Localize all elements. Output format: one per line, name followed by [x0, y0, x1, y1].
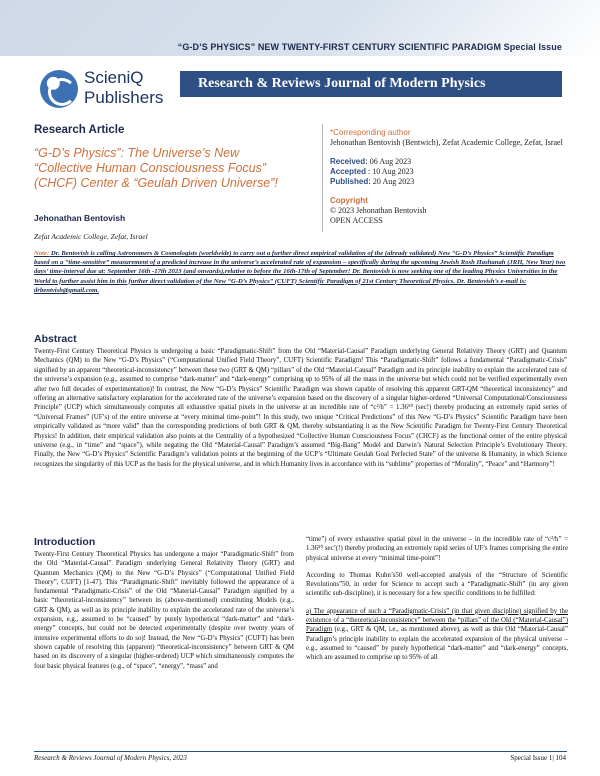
publisher-logo-icon: [40, 70, 78, 108]
accepted-value: : 10 Aug 2023: [366, 167, 414, 176]
footer-page-number: Special Issue 1| 104: [510, 754, 566, 762]
intro-right-paragraph-3: [306, 607, 568, 663]
intro-right-paragraph-1: “time”) of every exhaustive spatial pixel in the universe – in the incredible rate of “c²/h” = 1.36⁵⁰ sec’(!) thereby producing an extremely rapid series of UF’s frames comprising the entire physical universe at every “minimal time-point”!: [306, 536, 568, 562]
article-type: Research Article: [34, 124, 125, 136]
corresponding-author-text: Jehonathan Bentovish (Bentwich), Zefat Academic College, Zefat, Israel: [330, 138, 563, 147]
published-label: Published:: [330, 177, 371, 186]
intro-right-paragraph-2: According to Thomas Kuhn’s50 well-accepted analysis of the “Structure of Scientific Revolutions”50, in order for Science to accept such a “Paradigmatic-Shift” (in any given scientific sub-discipline), it is necessary for a few specific conditions to be fulfilled:: [306, 571, 568, 598]
introduction-left-column: Twenty-First Century Theoretical Physics has undergone a major “Paradigmatic-Shift” from the Old “Material-Causal” Paradigm underlying General Relativity Theory (GRT) and Quantum Mechanics (QM) to the New “G-D’s Physics” (“Computational Unified Field Theory”, CUFT) [1-47]. This “Paradigmatic-Shift” inevitably followed the appearance of a fundamental “Paradigmatic-Crisis” of the Old “Material-Causal” Paradigm signified by a basic “theoretical-inconsistency” between its (above-mentioned) constituting Models (e.g., GRT & QM), as well as its principle inability to explain the accelerated rate of the universe’s expansion, e.g., assumed to be “caused” by purely hypothetical “dark-matter” and “dark-energy” concepts, but could not be detected experimentally (despite over twenty years of intensive experimental efforts to do so)! Instead, the New “G-D’s Physics” (CUFT) has been shown capable of resolving this (apparent) “theoretical-inconsistency” between GRT & QM based on its discovery of a singular (higher-ordered) UCP which simultaneously computes the four basic physical features (e.g., of “space”, “energy”, “mass” and: [34, 551, 294, 670]
author-affiliation: Zefat Academic College, Zefat, Israel: [34, 232, 148, 241]
publisher-name-line1: ScieniQ: [84, 68, 144, 87]
received-label: Received:: [330, 157, 368, 166]
received-value: 06 Aug 2023: [367, 157, 412, 166]
published-date: [330, 177, 570, 187]
condition-a-rest: (e.g., GRT & QM, i.e., as mentioned above), as well as this Old “Material-Causal” Paradigm’s principle inability to explain the accelerated expansion of the physical universe – e.g., assumed to “caused” by purely hypothetical “dark-matter” and “dark-energy” concepts, which are assumed to comprise up to 95% of all: [306, 626, 568, 662]
footer-rule: [34, 751, 567, 752]
accepted-date: [330, 167, 570, 177]
publisher-logo: [40, 64, 180, 114]
open-access-label: OPEN ACCESS: [330, 216, 383, 225]
corresponding-author-label: *Corresponding author: [330, 128, 411, 137]
abstract-text: Twenty-First Century Theoretical Physics is undergoing a basic “Paradigmatic-Shift” from the Old “Material-Causal” Paradigm underlying General Relativity Theory (GRT) and Quantum Mechanics (QM) to the New “G-D’s Physics” (“Computational Unified Field Theory”, CUFT) Scientific Paradigm! This “Paradigmatic-Shift” follows a fundamental “Paradigmatic-Crisis” signified by an apparent “theoretical-inconsistency” between these two (GRT & QM) “pillars” of the Old “Material-Causal” Paradigm and its principle inability to explain the accelerated rate of the universe’s expansion (e.g., assumed to comprise “dark-matter” and “dark-energy” comprising up to 95% of all the mass in the universe but which could not be verified experimentally even after two full decades of experimentation)! In contrast, the New “G-D’s Physics” Scientific Paradigm was shown capable of resolving this apparent GRT-QM “theoretical inconsistency” and offering an alternative satisfactory explanation for the accelerated rate of the universe’s expansion based on the discovery of a singular higher-ordered “Universal Computational/Consciousness Principle” (UCP) which simultaneously computes all exhaustive spatial pixels in the universe at an incredible rate of “c²/h” = 1.36⁵⁰ (sec!) thereby producing an extremely rapid series of “Universal Frames” (UF’s) of the entire universe at “every minimal time-point”! In this study, two unique “Critical Predictions” of this New “G-D’s Physics” Scientific Paradigm have been empirically validated as “more valid” than the corresponding predictions of both GRT & QM, thereby substantiating it as the New Scientific Paradigm for Twenty-First Century Theoretical Physics! In addition, their empirical validation also points at the Centrality of a hypothesized “Collective Human Consciousness Focus” (CHCF) as the functional center of the entire physical universe (e.g., in “time” and “space”), while negating the Old “Material-Causal” Paradigm’s assumed “Big-Bang” Model and Darwin’s Natural Selection Principle’s Evolutionary Theory. Finally, the New “G-D’s Physics” Scientific Paradigm’s validation points at the beginning of the UCP’s “Ultimate Geulah Goal Perfected State” of the universe & Humanity, in which Science recognizes the singularity of this UCP as the basis for the physical universe, and in which Humanity lives in accordance with its “sublime” properties of “Morality”, “Peace” and “Harmony”!: [34, 348, 567, 468]
abstract-heading: Abstract: [34, 333, 77, 345]
special-issue-title: “G-D’S PHYSICS” NEW TWENTY-FIRST CENTURY SCIENTIFIC PARADIGM Special Issue: [177, 42, 562, 52]
received-date: [330, 157, 570, 167]
article-title: “G-D’s Physics”: The Universe’s New “Collective Human Consciousness Focus” (CHCF) Center & “Geulah Driven Universe”!: [34, 146, 278, 190]
copyright-line: © 2023 Jehonathan Bentovish: [330, 206, 427, 215]
publisher-name: [84, 68, 163, 108]
note-label: Note:: [34, 250, 50, 257]
introduction-right-column: [306, 535, 568, 671]
copyright-label: Copyright: [330, 196, 368, 205]
article-metadata: [330, 128, 570, 226]
accepted-label: Accepted: [330, 167, 367, 176]
dates-block: [330, 157, 570, 187]
journal-title-banner: Research & Reviews Journal of Modern Physics: [180, 71, 562, 97]
condition-a-underlined: a) The appearance of such a “Paradigmatic-Crisis” (in that given discipline) signified by the existence of a “theoretical-inconsistency” between the “pillars” of the Old (“Material-Causal”) Paradigm: [306, 607, 568, 634]
column-divider: [322, 124, 323, 232]
note-text: Dr. Bentovish is calling Astronomers & Cosmologists (worldwide) to carry out a further direct empirical validation of the (already validated) New “G-D’s Physics” Scientific Paradigm based on a “time-sensitive” measurement of a predicted increase in the universe’s accelerated rate of expansion – specifically during the upcoming Jewish Rosh Hashanah (JRH, New Year) two days’ time-interval due at: September 16th -17th 2023 (and onwards),relative to before the 16th-17th of September! Dr. Bentovish is now seeking one of the leading Physics Universities in the World to further assist him in this further direct validation of the New “G-D’s Physics” (CUFT) Scientific Paradigm of 21st Century Theoretical Physics. Dr. Bentovish’s e-mail is: drbentvish@gmail.com.: [34, 250, 566, 294]
article-info: [34, 124, 294, 241]
top-header-band: [0, 0, 600, 56]
introduction-heading: Introduction: [34, 536, 96, 548]
note-paragraph: [34, 249, 567, 295]
published-value: 20 Aug 2023: [370, 177, 415, 186]
footer-journal: Research & Reviews Journal of Modern Physics, 2023: [34, 754, 187, 762]
publisher-name-line2: Publishers: [84, 88, 164, 107]
author-name: Jehonathan Bentovish: [34, 213, 126, 223]
